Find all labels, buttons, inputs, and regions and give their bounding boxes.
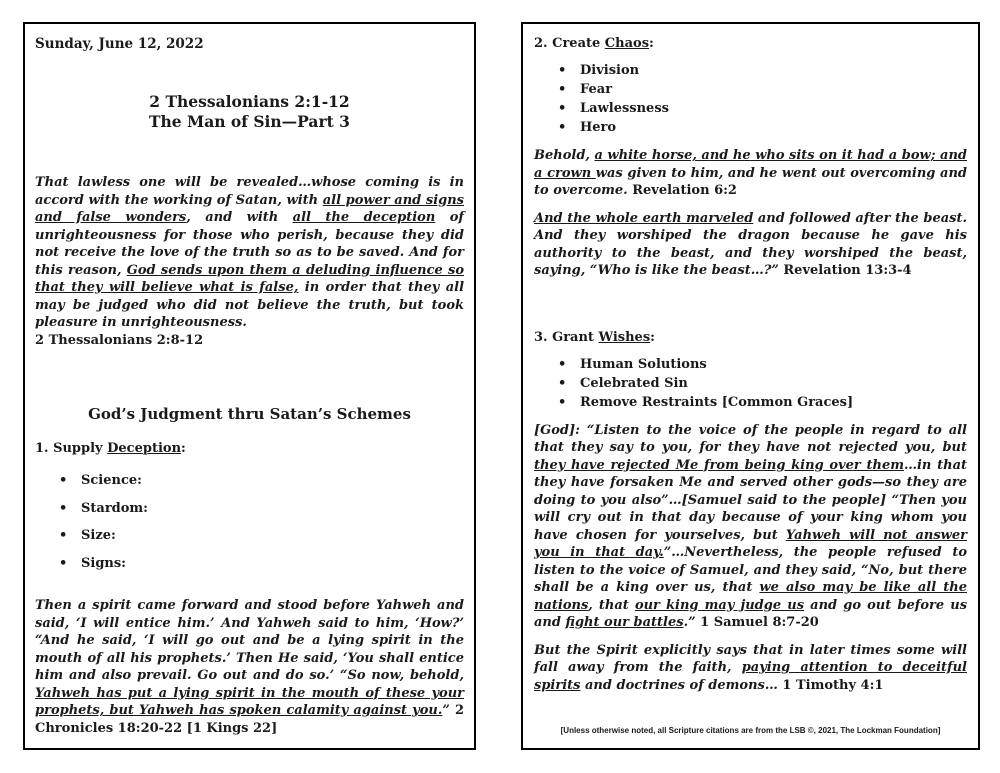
scripture-reference: 1 Samuel 8:7-20 — [695, 615, 819, 630]
sermon-date: Sunday, June 12, 2022 — [35, 36, 204, 52]
list-item: • Lawlessness — [534, 99, 967, 118]
sermon-title — [35, 92, 464, 132]
quote-thessalonians: That lawless one will be revealed…whose coming is in accord with the working of Satan, with all power and signs and false wonders, and with all the deception of unrighteousness for those who perish, because they did not receive the love of the truth so as to be saved. And for this reason, God sends upon them a deluding influence so that they will believe what is false, in order that they all may be judged who did not believe the truth, but took pleasure in unrighteousness. — [35, 175, 465, 330]
point-1-heading: 1. Supply Deception: — [35, 441, 186, 456]
list-item: • Science: — [35, 467, 464, 495]
scripture-reference: 1 Timothy 4:1 — [777, 677, 884, 693]
point-3-list — [534, 355, 967, 412]
title-subtitle: The Man of Sin—Part 3 — [149, 112, 350, 131]
scripture-reference: Revelation 6:2 — [627, 183, 737, 198]
point-1-list — [35, 467, 464, 577]
right-page — [521, 22, 980, 750]
list-item: • Division — [534, 61, 967, 80]
quote-revelation-13: And the whole earth marveled and followed after the beast. And they worshiped the dragon because he gave his authority to the beast, and they worshiped the beast, saying, “Who is like the beast…?” Revelation 13:3-4 — [534, 210, 967, 278]
list-item: • Celebrated Sin — [534, 374, 967, 393]
quote-revelation-6: Behold, a white horse, and he who sits on it had a bow; and a crown was given to him, and he went out overcoming and to overcome. Revelation 6:2 — [534, 148, 967, 198]
scripture-reference: Revelation 13:3-4 — [778, 263, 912, 278]
list-item: • Human Solutions — [534, 355, 967, 374]
quote-chronicles: Then a spirit came forward and stood before Yahweh and said, ‘I will entice him.’ And Yahweh said to him, ‘How?’ “And he said, ‘I will go out and be a lying spirit in the mouth of all his prophets.’ Then He said, ‘You shall entice him and also prevail. Go out and do so.’ “So now, behold, Yahweh has put a lying spirit in the mouth of these your prophets, but Yahweh has spoken calamity against you.” 2 Chronicles 18:20-22 [1 Kings 22] — [35, 598, 464, 736]
list-item: • Remove Restraints [Common Graces] — [534, 393, 967, 412]
point-2-heading: 2. Create Chaos: — [534, 36, 654, 51]
title-reference: 2 Thessalonians 2:1-12 — [149, 92, 350, 111]
point-3-heading: 3. Grant Wishes: — [534, 329, 655, 345]
list-item: • Signs: — [35, 550, 464, 578]
left-page — [23, 22, 476, 750]
quote-samuel: [God]: “Listen to the voice of the people in regard to all that they say to you, for they have not rejected you, but they have rejected Me from being king over them…in that they have forsaken Me and served other gods—so they are doing to you also”…[Samuel said to the people] “Then you will cry out in that day because of your king whom you have chosen for yourselves, but Yahweh will not answer you in that day.”…Nevertheless, the people refused to listen to the voice of Samuel, and they said, “No, but there shall be a king over us, that we also may be like all the nations, that our king may judge us and go out before us and fight our battles.” 1 Samuel 8:7-20 — [534, 422, 968, 630]
list-item: • Stardom: — [35, 495, 464, 523]
quote-timothy: But the Spirit explicitly says that in later times some will fall away from the faith, paying attention to deceitful spirits and doctrines of demons… 1 Timothy 4:1 — [534, 642, 967, 693]
list-item: • Fear — [534, 80, 967, 99]
scripture-reference: 2 Chronicles 18:20-22 [1 Kings 22] — [35, 703, 464, 736]
point-2-list — [534, 61, 967, 137]
scripture-reference: 2 Thessalonians 2:8-12 — [35, 332, 204, 348]
footnote: [Unless otherwise noted, all Scripture citations are from the LSB ©, 2021, The Lockman Foundation] — [560, 726, 941, 735]
list-item: • Size: — [35, 522, 464, 550]
section-heading: God’s Judgment thru Satan’s Schemes — [88, 405, 411, 423]
list-item: • Hero — [534, 118, 967, 137]
